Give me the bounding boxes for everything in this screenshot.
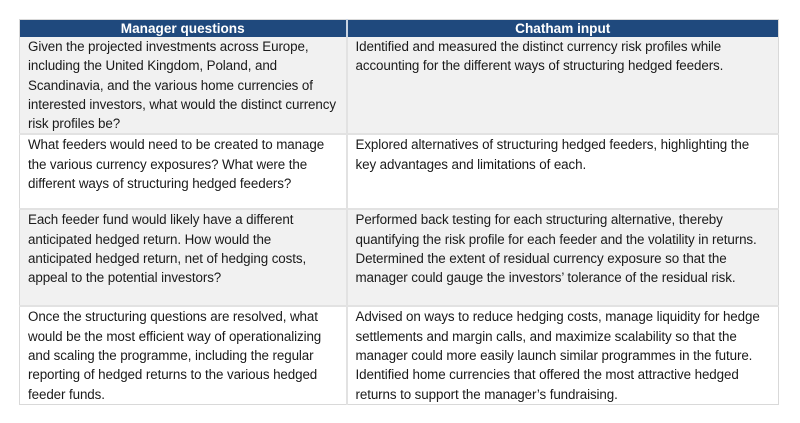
chatham-input-cell: Explored alternatives of structuring hedged feeders, highlighting the key advantages and limitations of each. [347,134,779,209]
manager-question-cell: Each feeder fund would likely have a different anticipated hedged return. How would the anticipated hedged return, net of hedging costs, appeal to the potential investors? [20,209,347,306]
manager-question-cell: What feeders would need to be created to manage the various currency exposures? What were the different ways of structuring hedged feeders? [20,134,347,209]
chatham-input-cell: Performed back testing for each structuring alternative, thereby quantifying the risk profile for each feeder and the volatility in returns. Determined the extent of residual currency exposure so that the manager could gauge the investors’ tolerance of the residual risk. [347,209,779,306]
header-chatham-input: Chatham input [347,20,779,38]
header-row [20,20,779,38]
table-row [20,209,779,306]
table-header [20,20,779,38]
table-row [20,134,779,209]
chatham-input-cell: Identified and measured the distinct currency risk profiles while accounting for the different ways of structuring hedged feeders. [347,37,779,134]
header-manager-questions: Manager questions [20,20,347,38]
table-row [20,37,779,134]
manager-question-cell: Once the structuring questions are resolved, what would be the most efficient way of operationalizing and scaling the programme, including the regular reporting of hedged returns to the various hedged feeder funds. [20,306,347,404]
table-row [20,306,779,404]
table-body [20,37,779,404]
chatham-input-cell: Advised on ways to reduce hedging costs, manage liquidity for hedge settlements and margin calls, and maximize scalability so that the manager could more easily launch similar programmes in the future. Identified home currencies that offered the most attractive hedged returns to support the manager’s fundraising. [347,306,779,404]
manager-questions-chatham-input-table [19,19,779,405]
manager-question-cell: Given the projected investments across Europe, including the United Kingdom, Poland, and Scandinavia, and the various home currencies of interested investors, what would the distinct currency risk profiles be? [20,37,347,134]
